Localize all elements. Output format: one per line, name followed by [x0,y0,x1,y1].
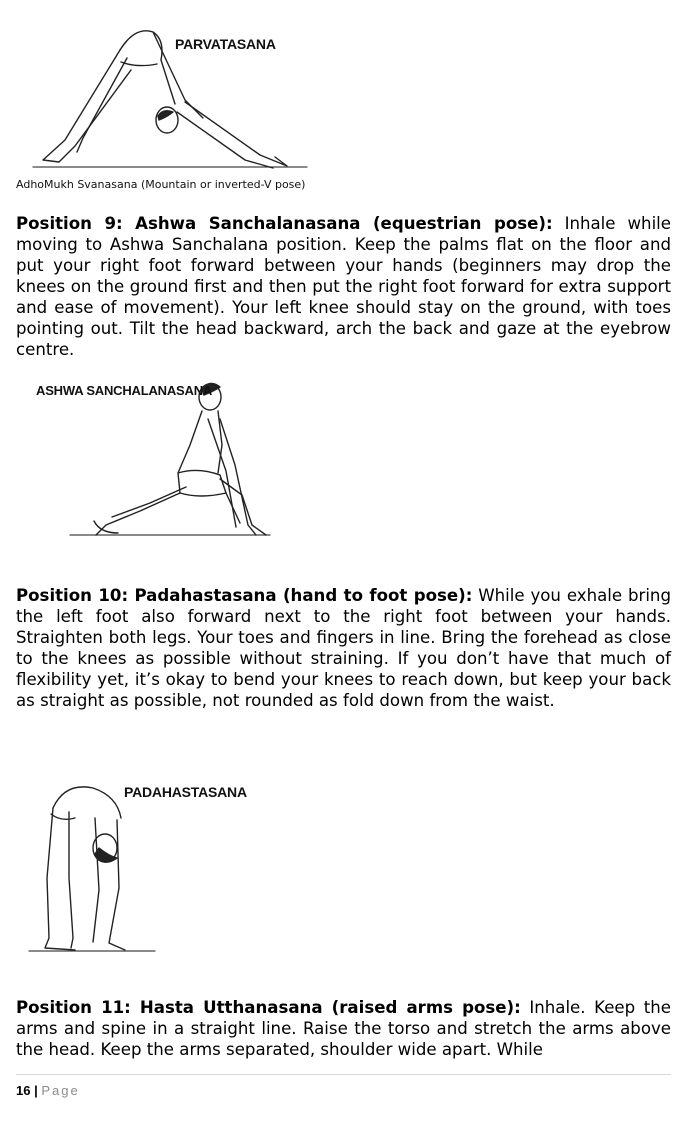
page-footer [16,1083,80,1098]
ashwa-sanchalanasana-figure [30,375,280,540]
page-number: 16 [16,1083,31,1098]
padahastasana-figure [25,778,255,958]
parvatasana-figure [25,20,315,170]
padahastasana-illustration [25,778,255,958]
padahastasana-label: PADAHASTASANA [124,784,247,800]
position-10-paragraph [16,585,671,711]
parvatasana-label: PARVATASANA [175,36,276,52]
position-10-body: While you exhale bring the left foot also forward next to the right foot between your hands. Straighten both legs. Your toes and fingers in line. Bring the forehead as close to the knees as possible without straining. If you don’t have that much of flexibility yet, it’s okay to bend your knees to reach down, but keep your back as straight as possible, not rounded as fold down from the waist. [16,586,671,710]
position-9-paragraph [16,213,671,360]
ashwa-sanchalanasana-illustration [30,375,280,540]
footer-divider [16,1074,671,1075]
position-9-heading: Position 9: Ashwa Sanchalanasana (equestrian pose): [16,214,553,233]
position-11-heading: Position 11: Hasta Utthanasana (raised arms pose): [16,998,521,1017]
position-9-body: Inhale while moving to Ashwa Sanchalana position. Keep the palms flat on the floor and put your right foot forward between your hands (beginners may drop the knees on the ground first and then put the right foot forward for extra support and ease of movement). Your left knee should stay on the ground, with toes pointing out. Tilt the head backward, arch the back and gaze at the eyebrow centre. [16,214,671,359]
page-word: Page [41,1083,80,1098]
position-11-paragraph [16,997,671,1060]
position-11-body: Inhale. Keep the arms and spine in a straight line. Raise the torso and stretch the arms above the head. Keep the arms separated, shoulder wide apart. While [16,998,671,1059]
ashwa-sanchalanasana-label: ASHWA SANCHALANASANA [36,383,213,398]
position-10-heading: Position 10: Padahastasana (hand to foot pose): [16,586,473,605]
parvatasana-caption: AdhoMukh Svanasana (Mountain or inverted-V pose) [16,178,306,191]
footer-separator: | [34,1083,38,1098]
